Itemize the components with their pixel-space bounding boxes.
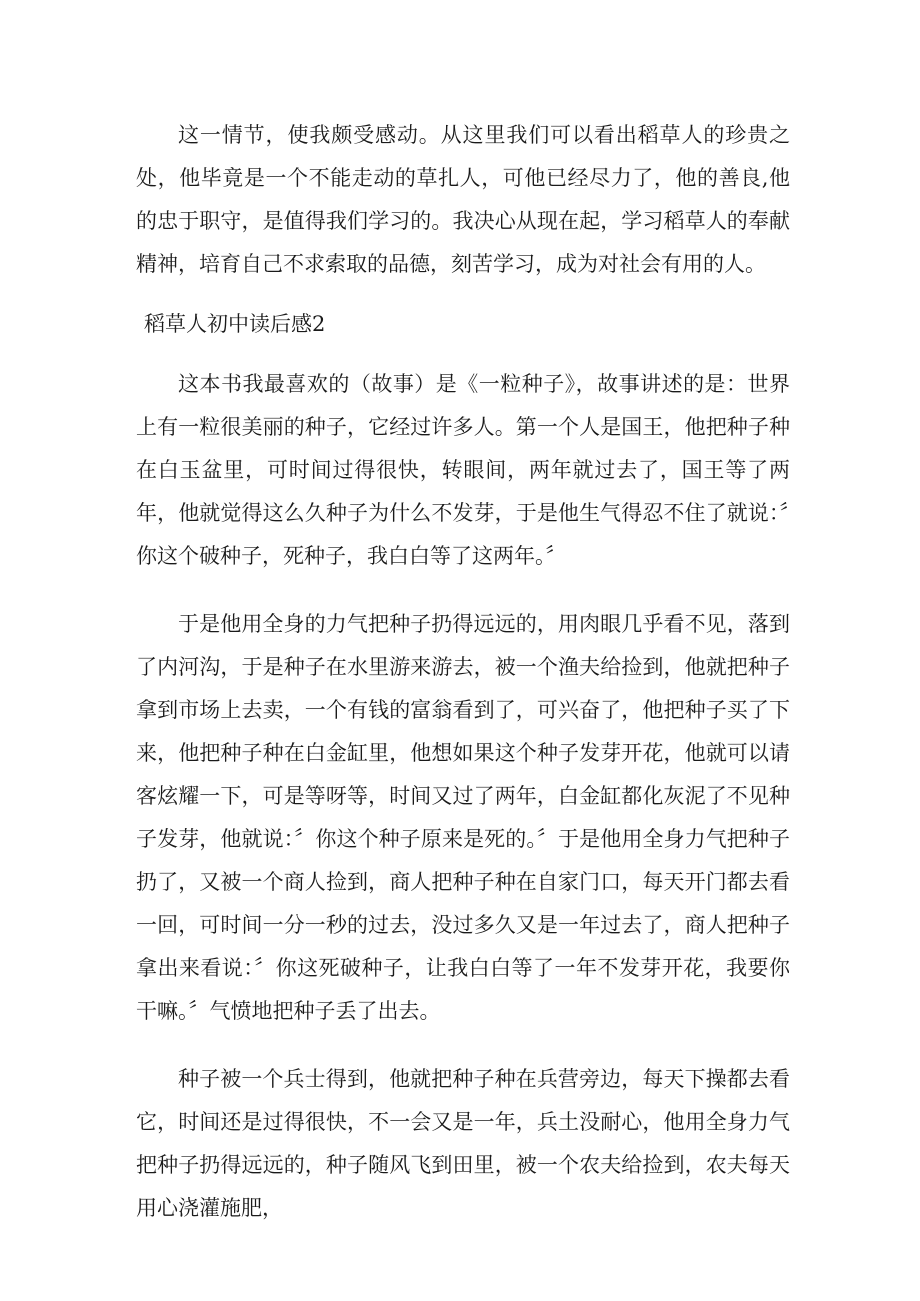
paragraph-story-middle: 于是他用全身的力气把种子扔得远远的，用肉眼几乎看不见，落到了内河沟，于是种子在水里游来游去，被一个渔夫给捡到，他就把种子拿到市场上去卖，一个有钱的富翁看到了，可兴奋了，他把种子买了下来，他把种子种在白金缸里，他想如果这个种子发芽开花，他就可以请客炫耀一下，可是等呀等，时间又过了两年，白金缸都化灰泥了不见种子发芽，他就说：〞你这个种子原来是死的。〞于是他用全身力气把种子扔了，又被一个商人捡到，商人把种子种在自家门口，每天开门都去看一回，可时间一分一秒的过去，没过多久又是一年过去了，商人把种子拿出来看说：〞你这死破种子，让我白白等了一年不发芽开花，我要你干嘛。〞气愤地把种子丢了出去。 [136, 612, 790, 1023]
paragraph-story-soldier: 种子被一个兵士得到，他就把种子种在兵营旁边，每天下操都去看它，时间还是过得很快，不一会又是一年，兵土没耐心，他用全身力气把种子扔得远远的，种子随风飞到田里，被一个农夫给捡到，农夫每天用心浇灌施肥， [136, 1067, 790, 1220]
section-heading: 稻草人初中读后感2 [144, 312, 326, 336]
paragraph-story-intro: 这本书我最喜欢的（故事）是《一粒种子》，故事讲述的是：世界上有一粒很美丽的种子，它经过许多人。第一个人是国王，他把种子种在白玉盆里，可时间过得很快，转眼间，两年就过去了，国王等了两年，他就觉得这么久种子为什么不发芽，于是他生气得忍不住了就说：〞你这个破种子，死种子，我白白等了这两年。〞 [136, 372, 790, 568]
document-body [136, 114, 790, 1230]
paragraph-conclusion: 这一情节，使我颇受感动。从这里我们可以看出稻草人的珍贵之处，他毕竟是一个不能走动的草扎人，可他已经尽力了，他的善良,他的忠于职守，是值得我们学习的。我决心从现在起，学习稻草人的奉献精神，培育自己不求索取的品德，刻苦学习，成为对社会有用的人。 [136, 123, 790, 276]
